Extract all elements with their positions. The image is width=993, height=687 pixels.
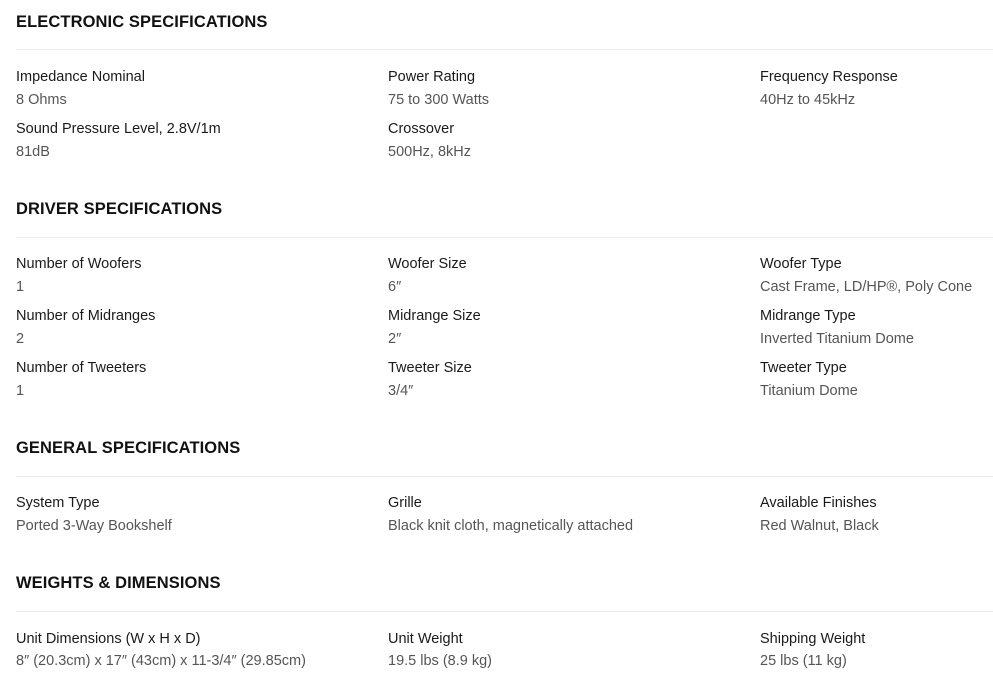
spec-value: 19.5 lbs (8.9 kg) [388, 653, 492, 669]
spec-item [16, 68, 376, 109]
spec-item [388, 120, 748, 161]
spec-item [16, 359, 376, 400]
spec-value: 8″ (20.3cm) x 17″ (43cm) x 11-3/4″ (29.85cm) [16, 653, 306, 669]
spec-label: Number of Tweeters [16, 360, 147, 376]
section-general [16, 438, 240, 458]
section-electronic [16, 12, 268, 32]
spec-item [760, 255, 993, 296]
spec-label: Midrange Size [388, 308, 481, 324]
spec-value: 1 [16, 279, 25, 295]
spec-item [16, 494, 376, 535]
spec-value: Black knit cloth, magnetically attached [388, 518, 634, 534]
spec-value: Ported 3-Way Bookshelf [16, 518, 172, 534]
spec-value: 8 Ohms [16, 92, 67, 108]
spec-label: Midrange Type [760, 308, 856, 324]
spec-value: 1 [16, 383, 25, 399]
spec-item [760, 68, 993, 109]
spec-item [760, 307, 993, 348]
spec-item [760, 494, 993, 535]
spec-label: Crossover [388, 121, 455, 137]
spec-item [16, 307, 376, 348]
spec-label: Sound Pressure Level, 2.8V/1m [16, 121, 221, 137]
spec-label: Shipping Weight [760, 631, 866, 647]
spec-value: Red Walnut, Black [760, 518, 879, 534]
spec-label: Power Rating [388, 69, 476, 85]
spec-value: 3/4″ [388, 383, 414, 399]
spec-label: Number of Woofers [16, 256, 142, 272]
spec-value: 40Hz to 45kHz [760, 92, 856, 108]
spec-value: Inverted Titanium Dome [760, 331, 914, 347]
spec-label: Impedance Nominal [16, 69, 145, 85]
section-title: ELECTRONIC SPECIFICATIONS [16, 13, 268, 31]
section-divider [16, 476, 993, 477]
spec-label: Tweeter Type [760, 360, 847, 376]
spec-item [388, 68, 748, 109]
spec-item [388, 255, 748, 296]
spec-item [388, 359, 748, 400]
spec-value: 81dB [16, 144, 50, 160]
spec-value: 2″ [388, 331, 402, 347]
section-driver [16, 199, 222, 219]
spec-value: 500Hz, 8kHz [388, 144, 472, 160]
spec-label: Frequency Response [760, 69, 898, 85]
section-title: DRIVER SPECIFICATIONS [16, 200, 223, 218]
section-weights-dimensions [16, 573, 221, 593]
spec-item [388, 630, 748, 670]
spec-label: Available Finishes [760, 495, 877, 511]
spec-value: 2 [16, 331, 25, 347]
spec-value: 6″ [388, 279, 402, 295]
section-divider [16, 237, 993, 238]
spec-label: Woofer Size [388, 256, 467, 272]
section-divider [16, 49, 993, 50]
spec-label: Unit Dimensions (W x H x D) [16, 631, 201, 647]
spec-label: Woofer Type [760, 256, 842, 272]
section-title: WEIGHTS & DIMENSIONS [16, 574, 221, 592]
spec-label: Grille [388, 495, 422, 511]
spec-item [388, 307, 748, 348]
spec-label: Tweeter Size [388, 360, 472, 376]
spec-item [16, 120, 376, 161]
section-title: GENERAL SPECIFICATIONS [16, 439, 241, 457]
spec-label: Number of Midranges [16, 308, 156, 324]
spec-item [760, 630, 993, 670]
spec-item [16, 630, 376, 670]
section-divider [16, 611, 993, 612]
spec-label: System Type [16, 495, 100, 511]
spec-value: 25 lbs (11 kg) [760, 653, 847, 669]
spec-label: Unit Weight [388, 631, 463, 647]
spec-item [760, 359, 993, 400]
spec-value: Cast Frame, LD/HP®, Poly Cone [760, 279, 973, 295]
spec-value: Titanium Dome [760, 383, 858, 399]
spec-value: 75 to 300 Watts [388, 92, 490, 108]
spec-item [388, 494, 748, 535]
spec-item [16, 255, 376, 296]
